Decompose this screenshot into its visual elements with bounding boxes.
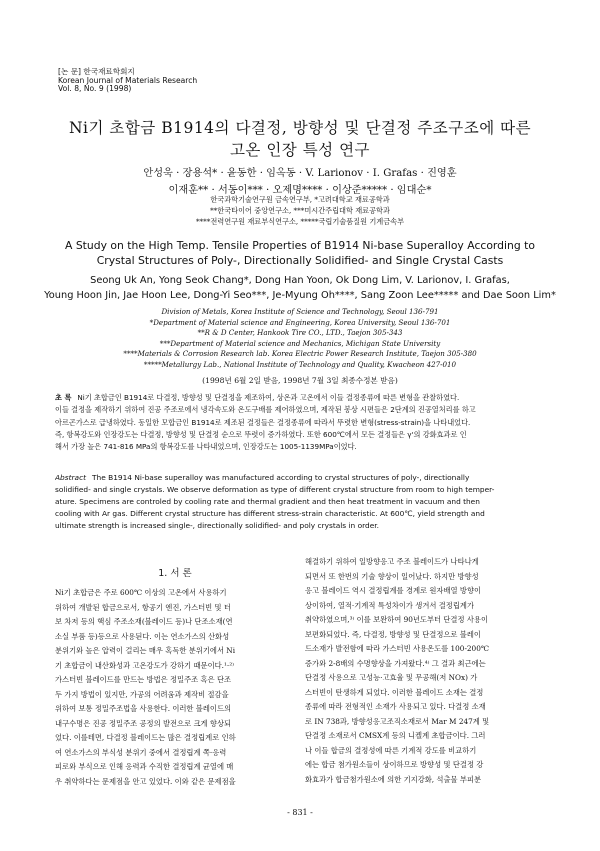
body-line: 에는 합금 첨가원소들이 상이하므로 방향성 및 단결정 강	[305, 760, 484, 769]
body-line: 증가와 2-8배의 수명향상을 가져왔다.⁴⁾ 그 결과 최근에는	[305, 658, 486, 668]
body-line: 가스터빈 블레이드를 만드는 방법은 정밀주조 혹은 단조	[55, 675, 232, 684]
body-line: 종류에 따라 전형적인 소재가 사용되고 있다. 다결정 소재	[305, 702, 486, 711]
english-abstract	[55, 472, 545, 532]
body-line: 응고 블레이드 역시 결정립계를 경계로 원자배열 방향이	[305, 586, 482, 595]
english-affiliation-line: *Department of Material science and Engineering, Korea University, Seoul 136-701	[149, 317, 451, 327]
korean-affiliation-line: **한국타이어 중앙연구소, ***미시간주립대학 재료공학과	[210, 205, 390, 215]
body-line: 스터빈이 탄생하게 되었다. 이러한 블레이드 소재는 결정	[305, 687, 484, 697]
english-authors-line: Young Hoon Jin, Jae Hoon Lee, Dong-Yi Seo***, Je-Myung Oh****, Sang Zoon Lee***** and Dae Soon Lim*	[44, 289, 556, 301]
body-line: 위하여 보통 정밀주조법을 사용한다. 이러한 블레이드의	[55, 704, 232, 713]
body-line: 우 취약하다는 문제점을 안고 있었다. 이와 같은 문제점을	[55, 776, 236, 786]
english-abstract-line: solidified- and single crystals. We observe deformation as type of different crystal structure from room to high temper-	[55, 485, 495, 495]
english-affiliation-line: Division of Metals, Korea Institute of Science and Technology, Seoul 136-791	[161, 307, 439, 316]
korean-affiliation-line: ****전력연구원 재료부식연구소, *****국립기술품질원 기계금속부	[195, 216, 405, 226]
english-affiliation-line: ****Materials & Corrosion Research lab. Korea Electric Power Research Institute, Taejon 305-380	[123, 349, 477, 359]
korean-abstract-line: 해서 가장 높은 741-816 MPa의 항복강도를 나타내었으며, 인장강도는 1005-1139MPa이었다.	[55, 442, 357, 452]
received-date: (1998년 6월 2일 받음, 1998년 7월 3일 최종수정본 받음)	[202, 376, 398, 385]
korean-abstract-label: 초 록	[55, 393, 72, 402]
english-title-line: A Study on the High Temp. Tensile Properties of B1914 Ni-base Superalloy According to	[65, 239, 535, 252]
english-abstract-line: cooling with Ar gas. Different crystal structure has different stress-strain characteristic. At 600℃, yield strength and	[55, 509, 485, 519]
body-line: 취약하였으며,³⁾ 이를 보완하여 90년도부터 단결정 사용이	[305, 615, 488, 624]
body-line: 두 가지 방법이 있지만, 가공의 어려움과 제작비 절감을	[55, 689, 229, 699]
body-line: 위하여 개발된 합금으로서, 항공기 엔진, 가스터빈 및 터	[55, 602, 231, 612]
body-line: 되면서 또 한번의 기술 향상이 일어났다. 하지만 방향성	[305, 571, 479, 581]
page-number: - 831 -	[287, 808, 313, 817]
body-line: 로 IN 738과, 방향성응고조직소재로서 Mar M 247계 및	[305, 716, 490, 726]
body-line: 보편화되었다. 즉, 다결정, 방향성 및 단결정으로 블레이	[305, 629, 481, 639]
english-title-line: Crystal Structures of Poly-, Directionally Solidified- and Single Crystal Casts	[96, 254, 504, 267]
korean-authors-line: 이재훈** · 서동이*** · 오제명**** · 이상준***** · 임대순*	[168, 184, 432, 196]
body-line: 단결정 소재로서 CMSX계 등의 니켈계 초합금이다. 그러	[305, 731, 486, 740]
section-heading-introduction: 1. 서 론	[158, 568, 192, 579]
body-line: 기 초합금이 내산화성과 고온강도가 강하기 때문이다.¹·²⁾	[55, 660, 234, 670]
korean-title-line: 고온 인장 특성 연구	[229, 141, 371, 159]
body-left-column	[55, 586, 295, 789]
body-line: 소실 부품 등)등으로 사용된다. 이는 연소가스의 산화성	[55, 631, 230, 641]
english-title	[0, 238, 600, 268]
english-affiliation-line: **R & D Center, Hankook Tire CO., LTD., Taejon 305-343	[197, 328, 403, 338]
english-abstract-line: The B1914 Ni-base superalloy was manufactured according to crystal structures of poly-, directionally	[92, 473, 470, 482]
korean-title	[0, 117, 600, 161]
korean-authors-line: 안성욱 · 장용석* · 윤동한 · 임옥동 · V. Larionov · I. Grafas · 진영훈	[143, 168, 457, 179]
body-right-column	[305, 555, 545, 787]
journal-english-name: Korean Journal of Materials Research	[58, 75, 198, 85]
body-line: 드소재가 발전함에 따라 가스터빈 사용온도를 100-200℃	[305, 644, 490, 653]
english-abstract-line: ultimate strength is increased single-, directionally solidified- and poly crystals in order.	[55, 521, 379, 531]
korean-abstract-line: 즉, 항복강도와 인장강도는 다결정, 방향성 및 단결정 순으로 뚜렷이 증가하였다. 또한 600℃에서 모든 결정들은 γ'의 강화효과로 인	[55, 429, 467, 439]
korean-affiliation-line: 한국과학기술연구원 금속연구부, *고려대학교 재료공학과	[210, 195, 390, 204]
english-authors	[0, 274, 600, 304]
body-line: 피로와 부식으로 인해 응력과 수직한 결정립계 균열에 매	[55, 762, 234, 771]
body-line: 화효과가 합금첨가원소에 의한 기지강화, 석출물 부피분	[305, 774, 482, 784]
body-line: 상이하여, 열적·기계적 특성차이가 생겨서 결정립계가	[305, 600, 474, 610]
body-line: 여 연소가스의 부식성 분위기 중에서 결정립계 쪽·응력	[55, 747, 227, 757]
journal-korean-name: [논 문] 한국재료학회지	[58, 67, 135, 76]
korean-title-line: Ni기 초합금 B1914의 다결정, 방향성 및 단결정 주조구조에 따른	[68, 119, 532, 137]
english-affiliation-line: *****Metallurgy Lab., National Institute of Technology and Quality, Kwacheon 427-010	[143, 359, 457, 369]
english-affiliations	[0, 307, 600, 371]
korean-abstract	[55, 392, 545, 453]
english-abstract-label: Abstract	[55, 473, 87, 482]
korean-affiliations	[0, 195, 600, 227]
body-line: 보 차저 등의 핵심 주조소재(블레이드 등)나 단조소재(연	[55, 617, 233, 626]
body-line: 내구수명은 진공 정밀주조 공정의 발전으로 크게 향상되	[55, 718, 232, 728]
body-line: 해결하기 위하여 일방향응고 주조 블레이드가 나타나게	[305, 557, 479, 566]
english-affiliation-line: ***Department of Material science and Mechanics, Michigan State University	[159, 338, 441, 348]
english-authors-line: Seong Uk An, Yong Seok Chang*, Dong Han Yoon, Ok Dong Lim, V. Larionov, I. Grafas,	[90, 275, 510, 286]
journal-volume: Vol. 8, No. 9 (1998)	[58, 84, 132, 94]
journal-header	[58, 68, 197, 94]
english-abstract-line: ature. Specimens are controled by cooling rate and thermal gradient and then heat treatment in vacuum and then	[55, 497, 480, 507]
body-line: Ni기 초합금은 주로 600℃ 이상의 고온에서 사용하기	[55, 588, 227, 597]
korean-abstract-line: 아르곤가스로 급냉하였다. 동일한 모합금인 B1914로 제조된 결정들은 결정종류에 따라서 뚜렷한 변형(stress-strain)을 나타내었다.	[55, 417, 471, 427]
body-line: 나 이들 합금의 결정성에 따른 기계적 강도를 비교하기	[305, 745, 477, 755]
body-line: 분위기와 높은 압력이 걸리는 매우 혹독한 분위기에서 Ni	[55, 646, 236, 655]
korean-abstract-line: Ni기 초합금인 B1914로 다결정, 방향성 및 단결정을 제조하여, 상온과 고온에서 이들 결정종류에 따른 변형을 관찰하였다.	[77, 393, 460, 402]
korean-abstract-line: 이들 결정을 제작하기 위하여 진공 주조로에서 냉각속도와 온도구배를 제어하였으며, 제작된 봉상 시편들은 2단계의 진공열처리를 하고	[55, 405, 476, 415]
body-line: 단결정 사용으로 고성능·고효율 및 무공해(저 NOx) 가	[305, 673, 478, 682]
body-line: 었다. 이를테면, 다결정 블레이드는 많은 결정립계로 인하	[55, 733, 236, 742]
